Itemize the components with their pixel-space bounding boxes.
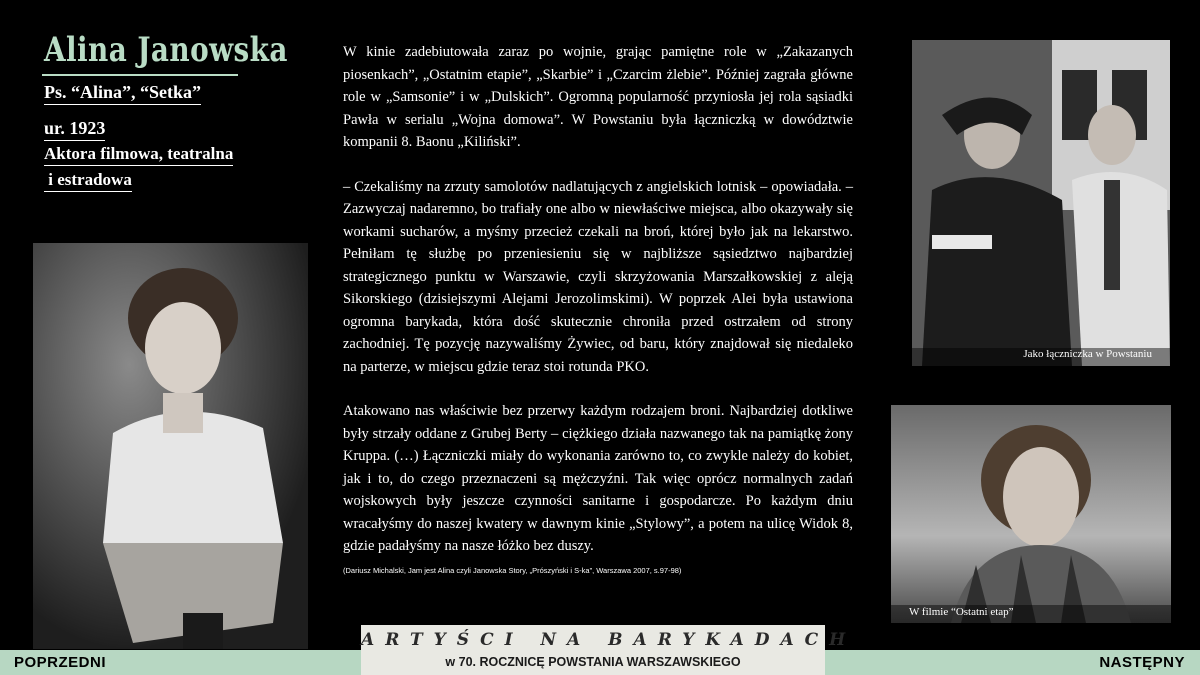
citation: (Dariusz Michalski, Jam jest Alina czyli Janowska Story, „Prószyński i S-ka”, Warszawa 2007, s.97-98) xyxy=(343,566,682,575)
profession-line-2: i estradowa xyxy=(44,170,132,192)
article-paragraph-2: – Czekaliśmy na zrzuty samolotów nadlatujących z angielskich lotnisk – opowiadała. – Zazwyczaj nadaremno, bo trafiały one albo w niewłaściwe miejsca, albo okazywały się workami sucharów, a myśmy przecież czekali na broń, której było jak na lekarstwo. Pełniłam tę służbę po przeniesieniu się w najbliższe sąsiedztwo najbardziej strategicznego punktu w Warszawie, czyli skrzyżowania Marszałkowskiej z aleją Sikorskiego (dzisiejszymi Alejami Jerozolimskimi). W poprzek Alei była ustawiona ogromna barykada, która dość skutecznie chroniła przed ostrzałem od strony zachodniej. Tę pozycję nazywaliśmy Żywiec, od baru, który znajdował się niedaleko na parterze, w miejscu gdzie teraz stoi rotunda PKO. xyxy=(343,178,853,375)
article-paragraph-1: W kinie zadebiutowała zaraz po wojnie, grając pamiętne role w „Zakazanych piosenkach”, „Ostatnim etapie”, „Skarbie” i „Czarcim żlebie”. Później zagrała główne role w „Samsonie” i w „Dulskich”. Ogromną popularność przyniosła jej rola sąsiadki Pawła w serialu „Wojna domowa”. W Powstaniu była łączniczką w dowództwie kompanii 8. Baonu „Kiliński”. xyxy=(343,44,853,150)
previous-button[interactable]: POPRZEDNI xyxy=(14,654,107,671)
logo-subtitle: w 70. ROCZNICĘ POWSTANIA WARSZAWSKIEGO xyxy=(445,655,741,669)
article-paragraph-3: Atakowano nas właściwie bez przerwy każdym rodzajem broni. Najbardziej dotkliwe były strzały oddane z Grubej Berty – ciężkiego działa nazwanego tak na pamiątkę żony Kruppa. (…) Łączniczki miały do wykonania zarówno to, co zwykle należy do kobiet, jak i to, do czego przeznaczeni są mężczyźni. Tak więc oprócz normalnych zadań wojskowych były jeszcze czynności sanitarne i gospodarcze. Po każdym dniu wracałyśmy do naszej kwatery w dawnym kinie „Stylowy”, a potem na ulicę Widok 8, gdzie padałyśmy na nasze łóżko bez duszy. xyxy=(343,403,853,554)
film-still-illustration xyxy=(891,405,1171,623)
name-underline xyxy=(42,74,238,76)
uprising-photo-caption: Jako łączniczka w Powstaniu xyxy=(1023,348,1152,360)
uprising-photo xyxy=(912,40,1170,366)
film-still-photo xyxy=(891,405,1171,623)
birth-year: ur. 1923 xyxy=(44,118,105,141)
logo-title: ARTYŚCI NA BARYKADACH xyxy=(361,630,857,650)
profession-line-1: Aktora filmowa, teatralna xyxy=(44,144,233,166)
next-button[interactable]: NASTĘPNY xyxy=(1099,654,1185,671)
article-body xyxy=(343,41,853,558)
portrait-photo xyxy=(33,243,308,649)
series-logo xyxy=(361,625,857,675)
uprising-illustration xyxy=(912,40,1170,366)
film-still-caption: W filmie “Ostatni etap” xyxy=(909,606,1014,618)
portrait-illustration xyxy=(33,243,308,649)
person-name: Alina Janowska xyxy=(44,30,288,70)
pseudonym: Ps. “Alina”, “Setka” xyxy=(44,82,201,105)
